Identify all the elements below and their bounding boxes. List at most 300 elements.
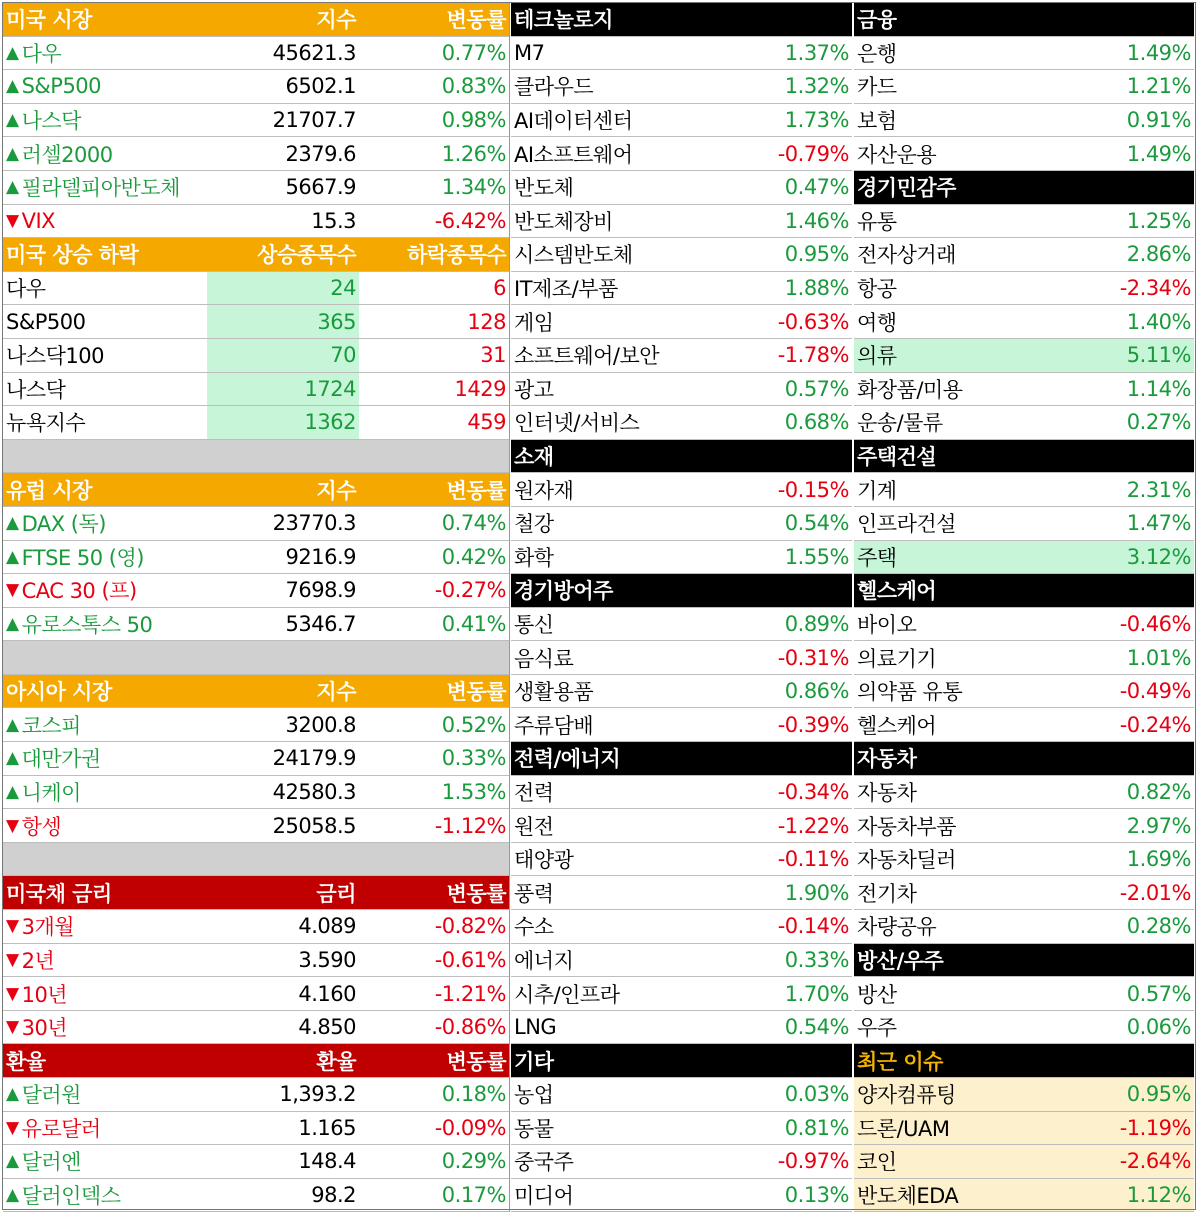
row-name (3, 910, 207, 943)
sector-name: 음식료 (514, 646, 574, 671)
row-name (3, 406, 207, 439)
value-cell: 6502.1 (285, 74, 356, 99)
value-cell: 1,393.2 (279, 1082, 356, 1107)
value-cell: 2379.6 (285, 141, 356, 166)
sector-name: AI데이터센터 (514, 109, 633, 134)
change-cell: 0.42% (441, 544, 506, 569)
table-row (3, 944, 509, 978)
triangle-up-icon: ▲ (6, 1084, 19, 1105)
sector-name: 시스템반도체 (514, 243, 633, 268)
sector-row (854, 809, 1194, 843)
label-text: 미국 시장 (6, 8, 92, 33)
sector-row (511, 339, 852, 373)
table-row (3, 977, 509, 1011)
value-cell: 5346.7 (285, 611, 356, 636)
sector-row (854, 641, 1194, 675)
row-name (3, 944, 207, 977)
row-name (3, 977, 207, 1010)
change-cell: 5.11% (1126, 343, 1191, 368)
label-text: 다우 (21, 41, 62, 66)
change-cell: 0.82% (1126, 779, 1191, 804)
value-cell: 1362 (207, 406, 359, 439)
sector-row (854, 305, 1194, 339)
section-header (511, 3, 852, 37)
sector-name: 보험 (857, 109, 897, 134)
label-text: 나스닥 (6, 377, 66, 402)
table-row (3, 776, 509, 810)
sector-name: 자산운용 (857, 142, 937, 167)
section-header (854, 574, 1194, 608)
column-header: 변동률 (446, 680, 506, 705)
change-cell: 0.06% (1126, 1015, 1191, 1040)
change-cell: 3.12% (1126, 544, 1191, 569)
sector-row (854, 238, 1194, 272)
change-cell: 1.53% (441, 779, 506, 804)
row-name (3, 373, 207, 406)
column-header: 변동률 (446, 881, 506, 906)
change-cell: 0.95% (784, 242, 849, 267)
label-text: 대만가권 (21, 747, 101, 772)
section-header (3, 473, 509, 507)
sector-name: LNG (514, 1015, 557, 1040)
sector-name: M7 (514, 40, 545, 65)
sector-name: 미디어 (514, 1184, 574, 1209)
sector-row (854, 1078, 1194, 1112)
change-cell: -0.27% (434, 578, 506, 603)
section-header (3, 238, 509, 272)
sector-name: 의약품 유통 (857, 680, 963, 705)
sector-name: 항공 (857, 277, 897, 302)
section-header (854, 1044, 1194, 1078)
section-header (854, 944, 1194, 978)
change-cell: -0.31% (777, 645, 849, 670)
sector-name: 클라우드 (514, 75, 594, 100)
value-cell: 24179.9 (272, 746, 356, 771)
sector-row (854, 910, 1194, 944)
sector-name: 동물 (514, 1116, 554, 1141)
change-cell: 0.03% (784, 1082, 849, 1107)
sector-name: 소프트웨어/보안 (514, 344, 660, 369)
sector-name: 우주 (857, 1016, 897, 1041)
row-name (3, 776, 207, 809)
section-title: 테크놀로지 (514, 8, 613, 33)
value-cell: 1.165 (298, 1115, 356, 1140)
sector-name: 인터넷/서비스 (514, 411, 640, 436)
table-row (3, 339, 509, 373)
triangle-up-icon: ▲ (6, 748, 19, 769)
sector-name: 원전 (514, 814, 554, 839)
sector-row (854, 1179, 1194, 1213)
table-row (3, 574, 509, 608)
change-cell: 1429 (454, 376, 506, 401)
change-cell: -1.19% (1119, 1115, 1191, 1140)
sector-name: 운송/물류 (857, 411, 943, 436)
change-cell: -0.15% (777, 477, 849, 502)
change-cell: 0.41% (441, 611, 506, 636)
row-name (3, 708, 207, 741)
label-text: 다우 (6, 277, 46, 302)
value-cell: 4.850 (298, 1015, 356, 1040)
label-text: CAC 30 (프) (21, 579, 137, 604)
row-name (3, 339, 207, 372)
section-header (3, 675, 509, 709)
change-cell: 0.57% (784, 376, 849, 401)
table-row (3, 608, 509, 642)
triangle-down-icon: ▼ (6, 210, 19, 231)
sector-row (511, 205, 852, 239)
sector-name: 생활용품 (514, 680, 594, 705)
change-cell: -0.97% (777, 1149, 849, 1174)
change-cell: -0.24% (1119, 712, 1191, 737)
sector-row (854, 1112, 1194, 1146)
change-cell: 1.46% (784, 208, 849, 233)
sector-row (854, 876, 1194, 910)
sector-row (854, 339, 1194, 373)
value-cell: 45621.3 (272, 40, 356, 65)
value-cell: 365 (207, 305, 359, 338)
triangle-up-icon: ▲ (6, 42, 19, 63)
triangle-down-icon: ▼ (6, 949, 19, 970)
value-cell: 3200.8 (285, 712, 356, 737)
change-cell: 1.01% (1126, 645, 1191, 670)
label-text: 코스피 (21, 713, 81, 738)
change-cell: 1.90% (784, 880, 849, 905)
column-header: 환율 (316, 1049, 356, 1074)
sector-name: 철강 (514, 512, 554, 537)
sector-name: 여행 (857, 310, 897, 335)
sector-name: 전기차 (857, 881, 917, 906)
sector-name: IT제조/부품 (514, 277, 618, 302)
sector-name: 차량공유 (857, 915, 937, 940)
change-cell: 1.12% (1126, 1183, 1191, 1208)
table-row (3, 373, 509, 407)
triangle-up-icon: ▲ (6, 513, 19, 534)
sector-row (511, 641, 852, 675)
sector-row (511, 776, 852, 810)
change-cell: 1.88% (784, 276, 849, 301)
change-cell: 0.29% (441, 1149, 506, 1174)
sector-name: 바이오 (857, 612, 917, 637)
table-row (3, 137, 509, 171)
change-cell: 1.55% (784, 544, 849, 569)
change-cell: -0.61% (434, 947, 506, 972)
table-row (3, 910, 509, 944)
section-title: 금융 (857, 8, 897, 33)
sector-row (511, 272, 852, 306)
change-cell: 0.95% (1126, 1082, 1191, 1107)
sector-row (511, 1078, 852, 1112)
section-header (854, 440, 1194, 474)
value-cell: 70 (207, 339, 359, 372)
sector-row (511, 473, 852, 507)
change-cell: 0.47% (784, 175, 849, 200)
section-title: 방산/우주 (857, 948, 944, 973)
sector-row (511, 910, 852, 944)
sector-name: 반도체 (514, 176, 574, 201)
section-header (3, 1044, 509, 1078)
sector-row (854, 507, 1194, 541)
market-index-panel (3, 3, 510, 1212)
table-row (3, 1112, 509, 1146)
row-name (3, 70, 207, 103)
sector-row (511, 843, 852, 877)
change-cell: -0.34% (777, 779, 849, 804)
sector-name: 인프라건설 (857, 512, 956, 537)
triangle-up-icon: ▲ (6, 714, 19, 735)
sector-name: 방산 (857, 982, 897, 1007)
sector-name: 카드 (857, 75, 897, 100)
section-title: 자동차 (857, 747, 917, 772)
sector-row (854, 1145, 1194, 1179)
table-row (3, 272, 509, 306)
triangle-down-icon: ▼ (6, 1117, 19, 1138)
sector-row (511, 104, 852, 138)
change-cell: 128 (467, 309, 506, 334)
section-spacer (3, 843, 509, 877)
sector-row (511, 977, 852, 1011)
sector-name: 유통 (857, 209, 897, 234)
row-name (3, 205, 207, 238)
sector-row (511, 305, 852, 339)
sector-name: 통신 (514, 612, 554, 637)
change-cell: -0.39% (777, 712, 849, 737)
table-row (3, 1145, 509, 1179)
section-title (3, 238, 207, 271)
change-cell: 0.52% (441, 712, 506, 737)
value-cell: 21707.7 (272, 108, 356, 133)
sector-row (511, 608, 852, 642)
change-cell: 0.18% (441, 1082, 506, 1107)
label-text: 뉴욕지수 (6, 411, 86, 436)
section-title (3, 675, 207, 708)
section-title: 소재 (514, 445, 554, 470)
triangle-up-icon: ▲ (6, 110, 19, 131)
label-text: 유로달러 (21, 1116, 101, 1141)
change-cell: -0.46% (1119, 611, 1191, 636)
sector-name: 게임 (514, 310, 554, 335)
section-header (3, 3, 509, 37)
value-cell: 1724 (207, 373, 359, 406)
section-header (854, 3, 1194, 37)
change-cell: 1.40% (1126, 309, 1191, 334)
change-cell: -0.49% (1119, 679, 1191, 704)
section-title: 경기방어주 (514, 579, 613, 604)
row-name (3, 809, 207, 842)
change-cell: 0.98% (441, 108, 506, 133)
change-cell: 0.54% (784, 511, 849, 536)
sector-row (854, 608, 1194, 642)
change-cell: 1.26% (441, 141, 506, 166)
sector-row (511, 171, 852, 205)
sector-row (854, 675, 1194, 709)
change-cell: 1.32% (784, 74, 849, 99)
sector-row (854, 708, 1194, 742)
section-title: 헬스케어 (857, 579, 937, 604)
table-row (3, 305, 509, 339)
value-cell: 7698.9 (285, 578, 356, 603)
triangle-up-icon: ▲ (6, 613, 19, 634)
sector-name: 풍력 (514, 881, 554, 906)
row-name (3, 742, 207, 775)
row-name (3, 541, 207, 574)
sector-row (511, 809, 852, 843)
sector-row (854, 205, 1194, 239)
change-cell: 1.49% (1126, 141, 1191, 166)
change-cell: 0.57% (1126, 981, 1191, 1006)
section-title: 전력/에너지 (514, 747, 621, 772)
row-name (3, 272, 207, 305)
sector-name: 헬스케어 (857, 713, 937, 738)
label-text: VIX (21, 208, 56, 233)
sector-row (511, 1011, 852, 1045)
value-cell: 4.160 (298, 981, 356, 1006)
label-text: 30년 (21, 1016, 68, 1041)
sector-name: 원자재 (514, 478, 574, 503)
sector-name: 드론/UAM (857, 1116, 950, 1141)
change-cell: 0.68% (784, 410, 849, 435)
section-header (511, 440, 852, 474)
sector-row (854, 137, 1194, 171)
sector-row (511, 541, 852, 575)
change-cell: 1.49% (1126, 40, 1191, 65)
change-cell: 1.69% (1126, 847, 1191, 872)
label-text: 환율 (6, 1049, 46, 1074)
change-cell: -2.64% (1119, 1149, 1191, 1174)
section-spacer (3, 440, 509, 474)
column-header: 변동률 (446, 8, 506, 33)
change-cell: -0.09% (434, 1115, 506, 1140)
label-text: 항셍 (21, 814, 62, 839)
triangle-down-icon: ▼ (6, 580, 19, 601)
triangle-up-icon: ▲ (6, 1185, 19, 1206)
sector-name: 중국주 (514, 1150, 574, 1175)
label-text: 나스닥 (21, 109, 81, 134)
change-cell: -0.63% (777, 309, 849, 334)
triangle-up-icon: ▲ (6, 76, 19, 97)
sector-name: 코인 (857, 1150, 897, 1175)
column-header: 하락종목수 (407, 243, 506, 268)
label-text: 미국 상승 하락 (6, 243, 139, 268)
change-cell: 0.33% (784, 947, 849, 972)
sector-name: 자동차딜러 (857, 848, 956, 873)
change-cell: 2.86% (1126, 242, 1191, 267)
sector-row (511, 406, 852, 440)
label-text: S&P500 (21, 74, 102, 99)
label-text: 유럽 시장 (6, 478, 92, 503)
label-text: DAX (독) (21, 512, 106, 537)
label-text: 달러엔 (21, 1150, 81, 1175)
column-header: 지수 (316, 680, 356, 705)
change-cell: 0.89% (784, 611, 849, 636)
change-cell: 1.14% (1126, 376, 1191, 401)
row-name (3, 507, 207, 540)
sector-name: 의료기기 (857, 646, 937, 671)
section-header (511, 574, 852, 608)
sector-name: 태양광 (514, 848, 574, 873)
column-header: 금리 (316, 881, 356, 906)
sector-name: 자동차 (857, 780, 917, 805)
value-cell: 5667.9 (285, 175, 356, 200)
row-name (3, 171, 207, 204)
change-cell: 1.25% (1126, 208, 1191, 233)
table-row (3, 104, 509, 138)
change-cell: 1.47% (1126, 511, 1191, 536)
sector-row (854, 70, 1194, 104)
change-cell: 0.17% (441, 1183, 506, 1208)
value-cell: 42580.3 (272, 779, 356, 804)
change-cell: -0.82% (434, 914, 506, 939)
column-header: 지수 (316, 478, 356, 503)
sector-row (511, 37, 852, 71)
sector-row (854, 541, 1194, 575)
triangle-down-icon: ▼ (6, 983, 19, 1004)
sector-name: 의류 (857, 344, 897, 369)
sector-row (854, 843, 1194, 877)
label-text: FTSE 50 (영) (21, 545, 144, 570)
sector-row (854, 776, 1194, 810)
row-name (3, 1145, 207, 1178)
sector-name: 전력 (514, 780, 554, 805)
row-name (3, 37, 207, 70)
sector-row (511, 70, 852, 104)
section-header (511, 742, 852, 776)
sector-row (511, 876, 852, 910)
value-cell: 4.089 (298, 914, 356, 939)
row-name (3, 574, 207, 607)
sector-row (854, 1011, 1194, 1045)
value-cell: 25058.5 (272, 813, 356, 838)
change-cell: 1.37% (784, 40, 849, 65)
value-cell: 9216.9 (285, 544, 356, 569)
sector-name: 주택 (857, 545, 897, 570)
change-cell: 0.27% (1126, 410, 1191, 435)
row-name (3, 137, 207, 170)
label-text: 달러원 (21, 1083, 81, 1108)
change-cell: 0.13% (784, 1183, 849, 1208)
sector-row (854, 272, 1194, 306)
sector-row (511, 1112, 852, 1146)
sector-row (854, 373, 1194, 407)
change-cell: 1.70% (784, 981, 849, 1006)
sector-name: AI소프트웨어 (514, 142, 633, 167)
section-title: 최근 이슈 (857, 1049, 943, 1074)
table-row (3, 708, 509, 742)
sector-row (511, 137, 852, 171)
label-text: S&P500 (6, 309, 86, 334)
column-header: 변동률 (446, 1049, 506, 1074)
sector-name: 화학 (514, 545, 554, 570)
triangle-down-icon: ▼ (6, 815, 19, 836)
change-cell: 2.97% (1126, 813, 1191, 838)
row-name (3, 1179, 207, 1212)
change-cell: 0.77% (441, 40, 506, 65)
sector-row (511, 708, 852, 742)
change-cell: 0.33% (441, 746, 506, 771)
value-cell: 15.3 (311, 208, 356, 233)
triangle-up-icon: ▲ (6, 143, 19, 164)
label-text: 니케이 (21, 780, 81, 805)
value-cell: 24 (207, 272, 359, 305)
label-text: 3개월 (21, 915, 75, 940)
change-cell: -0.11% (777, 847, 849, 872)
sector-name: 반도체EDA (857, 1184, 959, 1209)
value-cell: 98.2 (311, 1183, 356, 1208)
sector-name: 은행 (857, 41, 897, 66)
sector-name: 양자컴퓨팅 (857, 1083, 956, 1108)
triangle-up-icon: ▲ (6, 546, 19, 567)
label-text: 2년 (21, 948, 55, 973)
section-title (3, 473, 207, 506)
